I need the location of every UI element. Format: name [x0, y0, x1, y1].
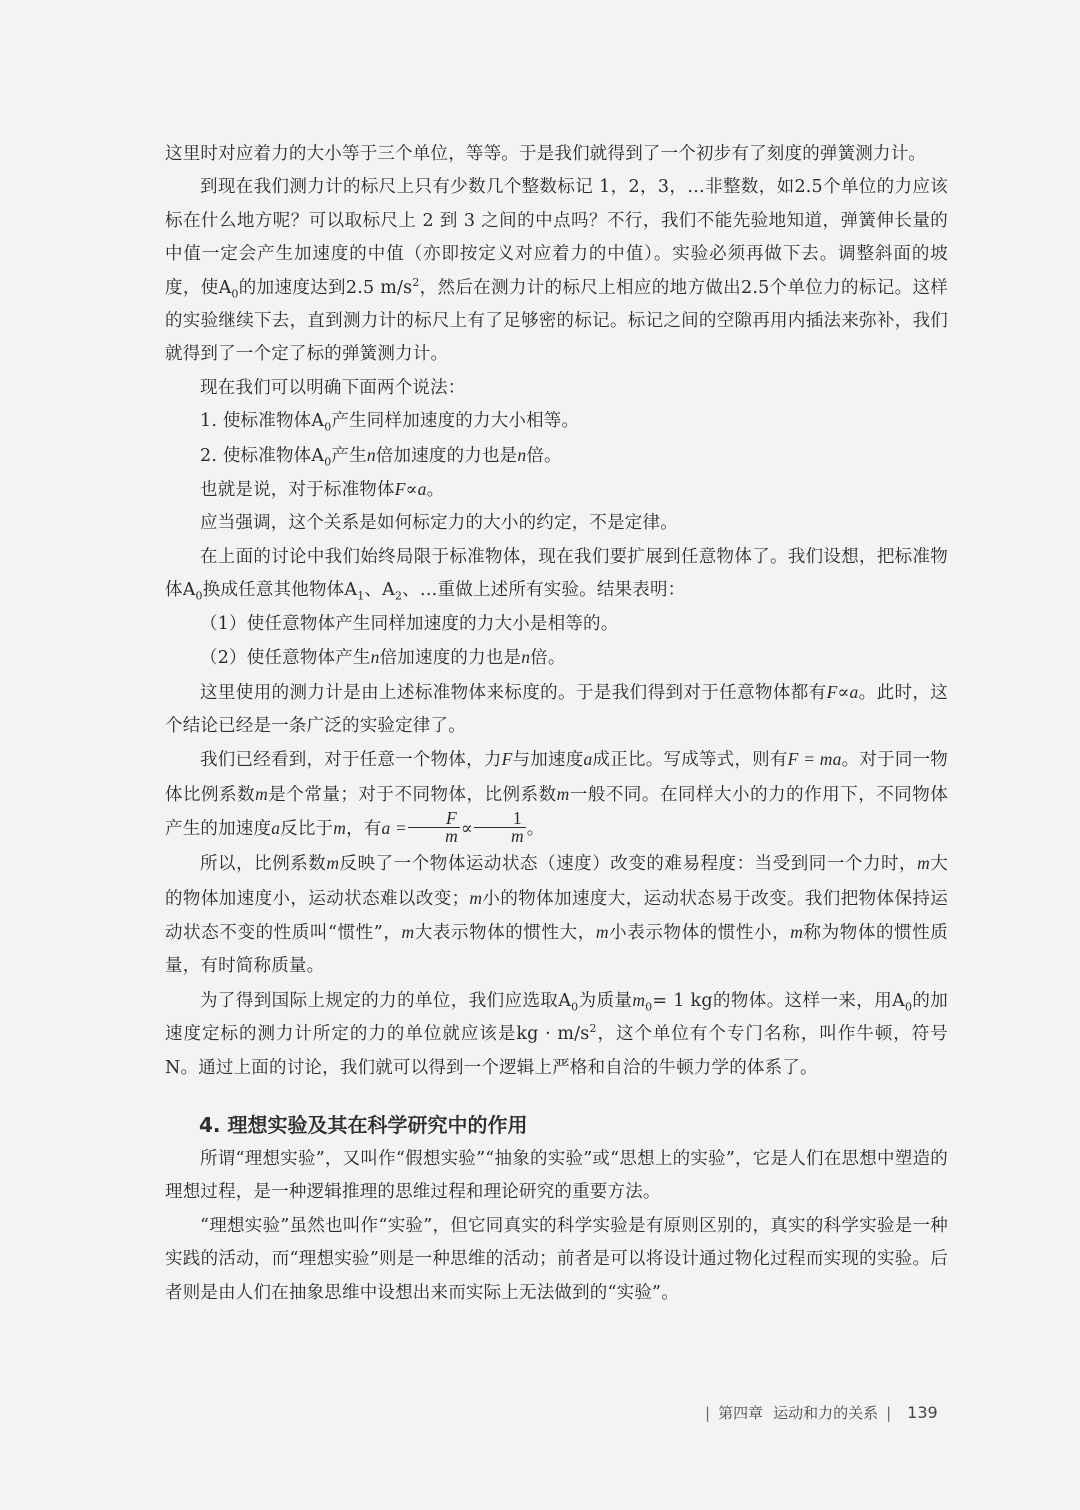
paragraph-3 [165, 372, 948, 405]
symbol-A: A [311, 411, 325, 432]
text-run: 称为物体的惯性质量，有时简称质量。 [165, 922, 949, 977]
text-run: 到现在我们测力计的标尺上只有少数几个整数标记 1，2，3，…非整数，如2.5个单位的力应该标在什么地方呢？可以取标尺上 2 到 3 之间的中点吗？不行，我们不能先验地知道，弹簧伸长量的中值一定会产生加速度的中值（亦即按定义对应着力的中值）。实验必须再做下去。调整斜面的坡度，使 [165, 177, 948, 298]
symbol-n: n [521, 647, 531, 668]
footer-divider: | [886, 1404, 892, 1422]
symbol-A: A [382, 580, 395, 601]
paragraph-8 [165, 743, 948, 847]
fraction-denominator: m [445, 826, 458, 847]
symbol-m: m [790, 921, 804, 942]
list-item-4 [165, 641, 948, 675]
symbol-A: A [218, 277, 232, 298]
subscript-0: 0 [324, 420, 332, 434]
symbol-m: m [255, 783, 268, 804]
list-item-2 [165, 439, 948, 473]
text-run: 大的物体加速度小，运动状态难以改变； [165, 854, 948, 909]
footer-divider: | [705, 1404, 711, 1422]
text-run: 应当强调，这个关系是如何标定力的大小的约定，不是定律。 [200, 513, 678, 534]
text-run: 小的物体加速度大，运动状态易于改变。我们把物体保持运动状态不变的性质叫“惯性”， [165, 888, 949, 943]
text-run: ，然后在测力计的标尺上相应的地方做出2.5个单位力的标记。这样的实验继续下去，直到测力计的标尺上有了足够密的标记。标记之间的空隙再用内插法来弥补，我们就得到了一个定了标的弹簧测力计。 [165, 277, 948, 365]
text-run: 倍加速度的力也是 [379, 648, 522, 669]
symbol-m: m [469, 887, 483, 908]
fraction-1-over-m [474, 810, 526, 845]
text-run: ，这个单位有个专门名称，叫作牛顿，符号N。通过上面的讨论，我们就可以得到一个逻辑上严格和自洽的牛顿力学的体系了。 [165, 1024, 948, 1078]
text-run: （2）使任意物体产生 [200, 648, 371, 669]
text-run: 为了得到国际上规定的力的单位，我们应选取 [200, 990, 559, 1011]
text-run: 。此时，这个结论已经是一条广泛的实验定律了。 [165, 682, 948, 736]
text-run: 是个常量；对于不同物体，比例系数 [267, 784, 557, 805]
symbol-A: A [558, 990, 572, 1011]
text-run: 所以，比例系数 [200, 854, 327, 875]
subscript-2: 2 [394, 589, 403, 603]
section-paragraph-2: “理想实验”虽然也叫作“实验”，但它同真实的科学实验是有原则区别的，真实的科学实验是一种实践的活动，而“理想实验”则是一种思维的活动；前者是可以将设计通过物化过程而实现的实验。后者则是由人们在抽象思维中设想出来而实际上无法做到的“实验”。 [165, 1215, 948, 1303]
paragraph-10 [165, 984, 948, 1085]
symbol-n: n [366, 444, 376, 465]
text-run: 倍。 [530, 648, 566, 669]
proportional-symbol: ∝ [460, 819, 473, 840]
formula-F-eq-ma: F = ma [787, 749, 842, 770]
text-run: 反比于 [280, 819, 334, 840]
paragraph-6 [165, 541, 948, 608]
subscript-0: 0 [645, 1000, 653, 1014]
subscript-0: 0 [571, 1000, 579, 1014]
symbol-n: n [517, 444, 527, 465]
text-run: 1. 使标准物体 [200, 411, 312, 432]
formula-F-prop-a: F∝a [826, 681, 859, 702]
text-run: 也就是说，对于标准物体 [200, 480, 395, 501]
text-run: 在上面的讨论中我们始终局限于标准物体，现在我们要扩展到任意物体了。我们设想，把标准物体 [165, 546, 948, 601]
text-run: 小表示物体的惯性小， [608, 922, 791, 943]
footer-chapter: 第四章 [718, 1404, 764, 1422]
fraction-denominator: m [510, 826, 524, 847]
value-1kg: = 1 kg [652, 990, 713, 1011]
subscript-0: 0 [324, 455, 332, 469]
text-run: 我们已经看到，对于任意一个物体，力 [200, 750, 502, 771]
text-run: 这里使用的测力计是由上述标准物体来标度的。于是我们得到对于任意物体都有 [200, 682, 827, 703]
text-run: 现在我们可以明确下面两个说法： [200, 377, 466, 398]
page-body [165, 138, 948, 1310]
section-paragraph-1: 所谓“理想实验”，又叫作“假想实验”“抽象的实验”或“思想上的实验”，它是人们在思想中塑造的理想过程，是一种逻辑推理的思维过程和理论研究的重要方法。 [165, 1148, 948, 1203]
footer-title: 运动和力的关系 [773, 1404, 879, 1422]
text-run: 。对于同一物体比例系数 [165, 750, 949, 805]
text-run: 为质量 [578, 990, 633, 1011]
text-run: 一般不同。在同样大小的力的作用下，不同物体产生的加速度 [165, 784, 949, 840]
paragraph-1 [165, 138, 948, 171]
symbol-m: m [333, 818, 347, 839]
text-run: 这里时对应着力的大小等于三个单位，等等。于是我们就得到了一个初步有了刻度的弹簧测力计。 [165, 144, 927, 164]
text-run: 大表示物体的惯性大， [414, 922, 596, 943]
list-item-1 [165, 405, 948, 438]
symbol-m: m [401, 921, 415, 942]
page-number: 139 [907, 1403, 938, 1422]
text-run: 成正比。写成等式，则有 [592, 750, 788, 771]
text-run: 的物体。这样一来，用 [712, 990, 893, 1011]
text-run: 。 [526, 819, 545, 840]
symbol-A: A [344, 580, 358, 601]
fraction-numerator: 1 [474, 810, 526, 828]
subscript-0: 0 [231, 287, 239, 301]
fraction-numerator: F [408, 810, 460, 828]
text-run: 2. 使标准物体 [200, 445, 312, 466]
subscript-1: 1 [357, 589, 365, 603]
text-run: 的加速度定标的测力计所定的力的单位就应该是kg · m/s [165, 990, 949, 1045]
formula-a-eq: a = [381, 818, 408, 839]
text-run: （1）使任意物体产生同样加速度的力大小是相等的。 [200, 613, 619, 634]
text-run: 产生同样加速度的力大小相等。 [331, 411, 580, 432]
superscript-2: 2 [412, 275, 420, 289]
text-run: 倍加速度的力也是 [375, 445, 518, 466]
symbol-F: F [501, 749, 513, 770]
paragraph-9 [165, 847, 948, 984]
symbol-m: m [326, 853, 340, 874]
symbol-m: m [632, 989, 646, 1010]
symbol-A: A [182, 580, 196, 601]
text-run: 、…重做上述所有实验。结果表明： [402, 580, 686, 601]
symbol-a: a [583, 749, 593, 770]
text-run: 。 [426, 480, 445, 501]
symbol-m: m [595, 921, 609, 942]
symbol-A: A [892, 990, 905, 1011]
symbol-m: m [917, 853, 930, 874]
text-run: ，有 [346, 819, 382, 840]
fraction-F-over-m [408, 810, 460, 845]
page-footer [697, 1402, 938, 1423]
text-run: 倍。 [526, 445, 562, 466]
subscript-0: 0 [904, 1000, 913, 1014]
text-run: 、 [364, 580, 383, 601]
text-run: 的加速度达到2.5 m/s [238, 277, 413, 298]
text-run: 反映了一个物体运动状态（速度）改变的难易程度：当受到同一个力时， [339, 854, 918, 875]
symbol-m: m [556, 783, 570, 804]
symbol-a: a [271, 818, 281, 839]
list-item-3 [165, 608, 948, 641]
paragraph-7 [165, 676, 948, 744]
text-run: 与加速度 [512, 750, 584, 771]
paragraph-2 [165, 171, 948, 371]
paragraph-4 [165, 473, 948, 507]
paragraph-5 [165, 507, 948, 540]
formula-F-prop-a: F∝a [394, 479, 427, 500]
symbol-n: n [370, 647, 380, 668]
symbol-A: A [311, 445, 325, 466]
text-run: 换成任意其他物体 [202, 580, 345, 601]
section-heading: 4. 理想实验及其在科学研究中的作用 [199, 1112, 528, 1137]
text-run: 产生 [331, 445, 367, 466]
subscript-0: 0 [195, 589, 203, 603]
superscript-2: 2 [589, 1022, 597, 1036]
